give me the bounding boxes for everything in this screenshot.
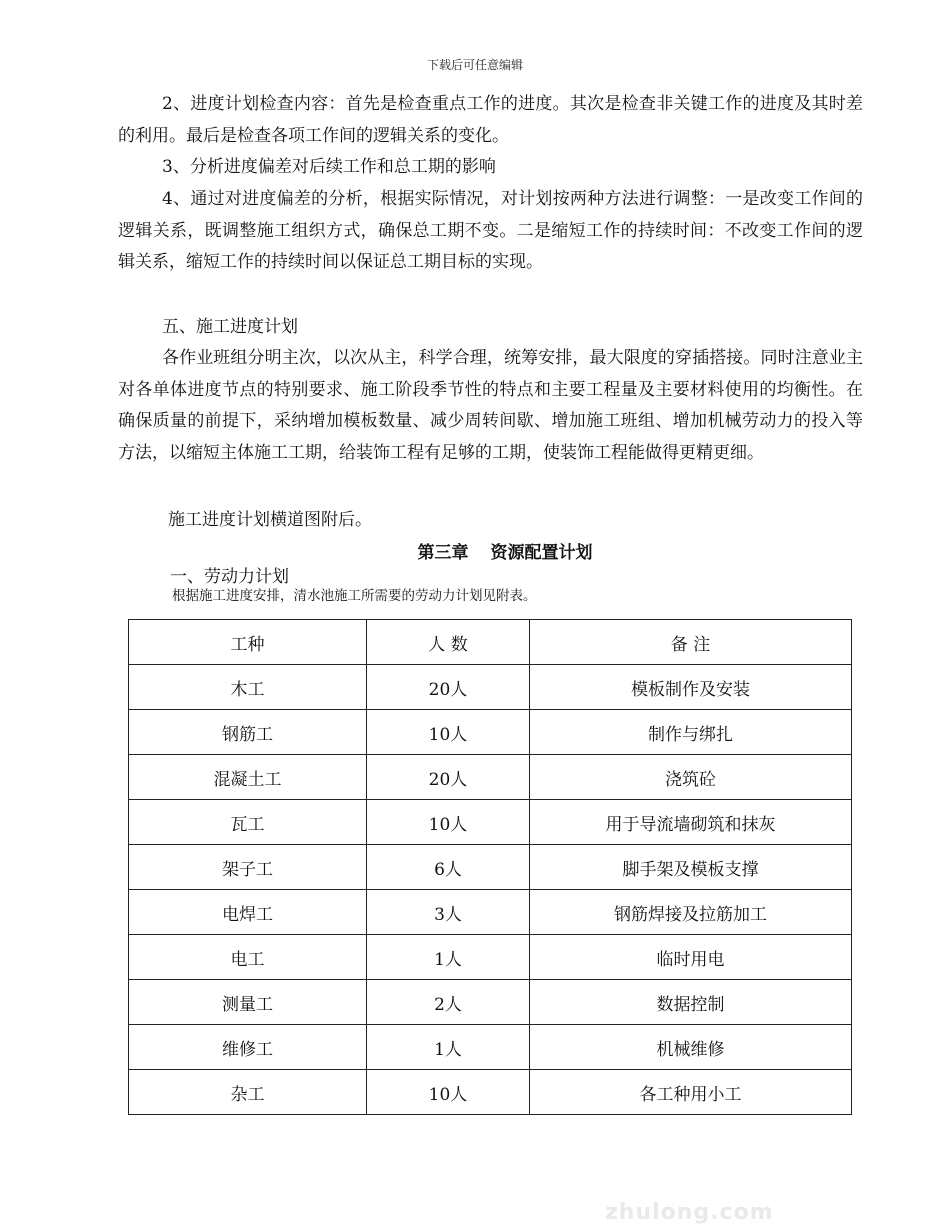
- cell-count: 20人: [367, 755, 530, 800]
- cell-trade: 瓦工: [129, 800, 367, 845]
- table-row: [129, 665, 852, 710]
- header-cell-trade: 工种: [129, 620, 367, 665]
- cell-trade: 电焊工: [129, 890, 367, 935]
- cell-trade: 木工: [129, 665, 367, 710]
- cell-count: 10人: [367, 800, 530, 845]
- cell-remarks: 模板制作及安装: [530, 665, 852, 710]
- table-row: [129, 710, 852, 755]
- cell-trade: 混凝土工: [129, 755, 367, 800]
- cell-count: 10人: [367, 710, 530, 755]
- paragraph-schedule-description: 各作业班组分明主次，以次从主，科学合理，统筹安排，最大限度的穿插搭接。同时注意业主对各单体进度节点的特别要求、施工阶段季节性的特点和主要工程量及主要材料使用的均衡性。在确保质量的前提下，采纳增加模板数量、减少周转间歇、增加施工班组、增加机械劳动力的投入等方法，以缩短主体施工工期，给装饰工程有足够的工期，使装饰工程能做得更精更细。: [118, 348, 863, 463]
- section-intro: 根据施工进度安排，清水池施工所需要的劳动力计划见附表。: [172, 588, 537, 604]
- cell-trade: 架子工: [129, 845, 367, 890]
- cell-remarks: 钢筋焊接及拉筋加工: [530, 890, 852, 935]
- section-heading-schedule: 五、施工进度计划: [162, 317, 298, 337]
- paragraph-deviation-analysis: 3、分析进度偏差对后续工作和总工期的影响: [162, 157, 496, 177]
- table-header-row: [129, 620, 852, 665]
- header-cell-count: 人 数: [367, 620, 530, 665]
- paragraph-gantt-note: 施工进度计划横道图附后。: [168, 510, 372, 530]
- page-header: 下载后可任意编辑: [426, 58, 523, 72]
- cell-remarks: 临时用电: [530, 935, 852, 980]
- labor-plan-table: [128, 619, 852, 1115]
- section-heading-labor: 一、劳动力计划: [170, 567, 289, 587]
- cell-remarks: 脚手架及模板支撑: [530, 845, 852, 890]
- cell-remarks: 用于导流墙砌筑和抹灰: [530, 800, 852, 845]
- cell-count: 1人: [367, 935, 530, 980]
- cell-count: 20人: [367, 665, 530, 710]
- table-row: [129, 800, 852, 845]
- header-cell-remarks: 备 注: [530, 620, 852, 665]
- cell-trade: 钢筋工: [129, 710, 367, 755]
- paragraph-progress-check: 2、进度计划检查内容：首先是检查重点工作的进度。其次是检查非关键工作的进度及其时差的利用。最后是检查各项工作间的逻辑关系的变化。: [118, 94, 863, 146]
- table-row: [129, 890, 852, 935]
- chapter-number: 第三章: [417, 543, 469, 563]
- cell-count: 10人: [367, 1070, 530, 1115]
- paragraph-adjustment-methods: 4、通过对进度偏差的分析，根据实际情况，对计划按两种方法进行调整：一是改变工作间的逻辑关系，既调整施工组织方式，确保总工期不变。二是缩短工作的持续时间：不改变工作间的逻辑关系，缩短工作的持续时间以保证总工期目标的实现。: [118, 189, 863, 272]
- cell-remarks: 机械维修: [530, 1025, 852, 1070]
- cell-count: 2人: [367, 980, 530, 1025]
- chapter-name: 资源配置计划: [490, 543, 593, 563]
- cell-remarks: 各工种用小工: [530, 1070, 852, 1115]
- cell-trade: 杂工: [129, 1070, 367, 1115]
- cell-trade: 电工: [129, 935, 367, 980]
- chapter-title: [0, 538, 950, 563]
- table-row: [129, 845, 852, 890]
- cell-remarks: 制作与绑扎: [530, 710, 852, 755]
- table-row: [129, 1025, 852, 1070]
- table-row: [129, 755, 852, 800]
- cell-remarks: 数据控制: [530, 980, 852, 1025]
- cell-trade: 维修工: [129, 1025, 367, 1070]
- table-row: [129, 1070, 852, 1115]
- cell-trade: 测量工: [129, 980, 367, 1025]
- cell-count: 3人: [367, 890, 530, 935]
- watermark: zhulong.com: [605, 1200, 774, 1225]
- table-row: [129, 935, 852, 980]
- cell-count: 6人: [367, 845, 530, 890]
- cell-count: 1人: [367, 1025, 530, 1070]
- cell-remarks: 浇筑砼: [530, 755, 852, 800]
- table-row: [129, 980, 852, 1025]
